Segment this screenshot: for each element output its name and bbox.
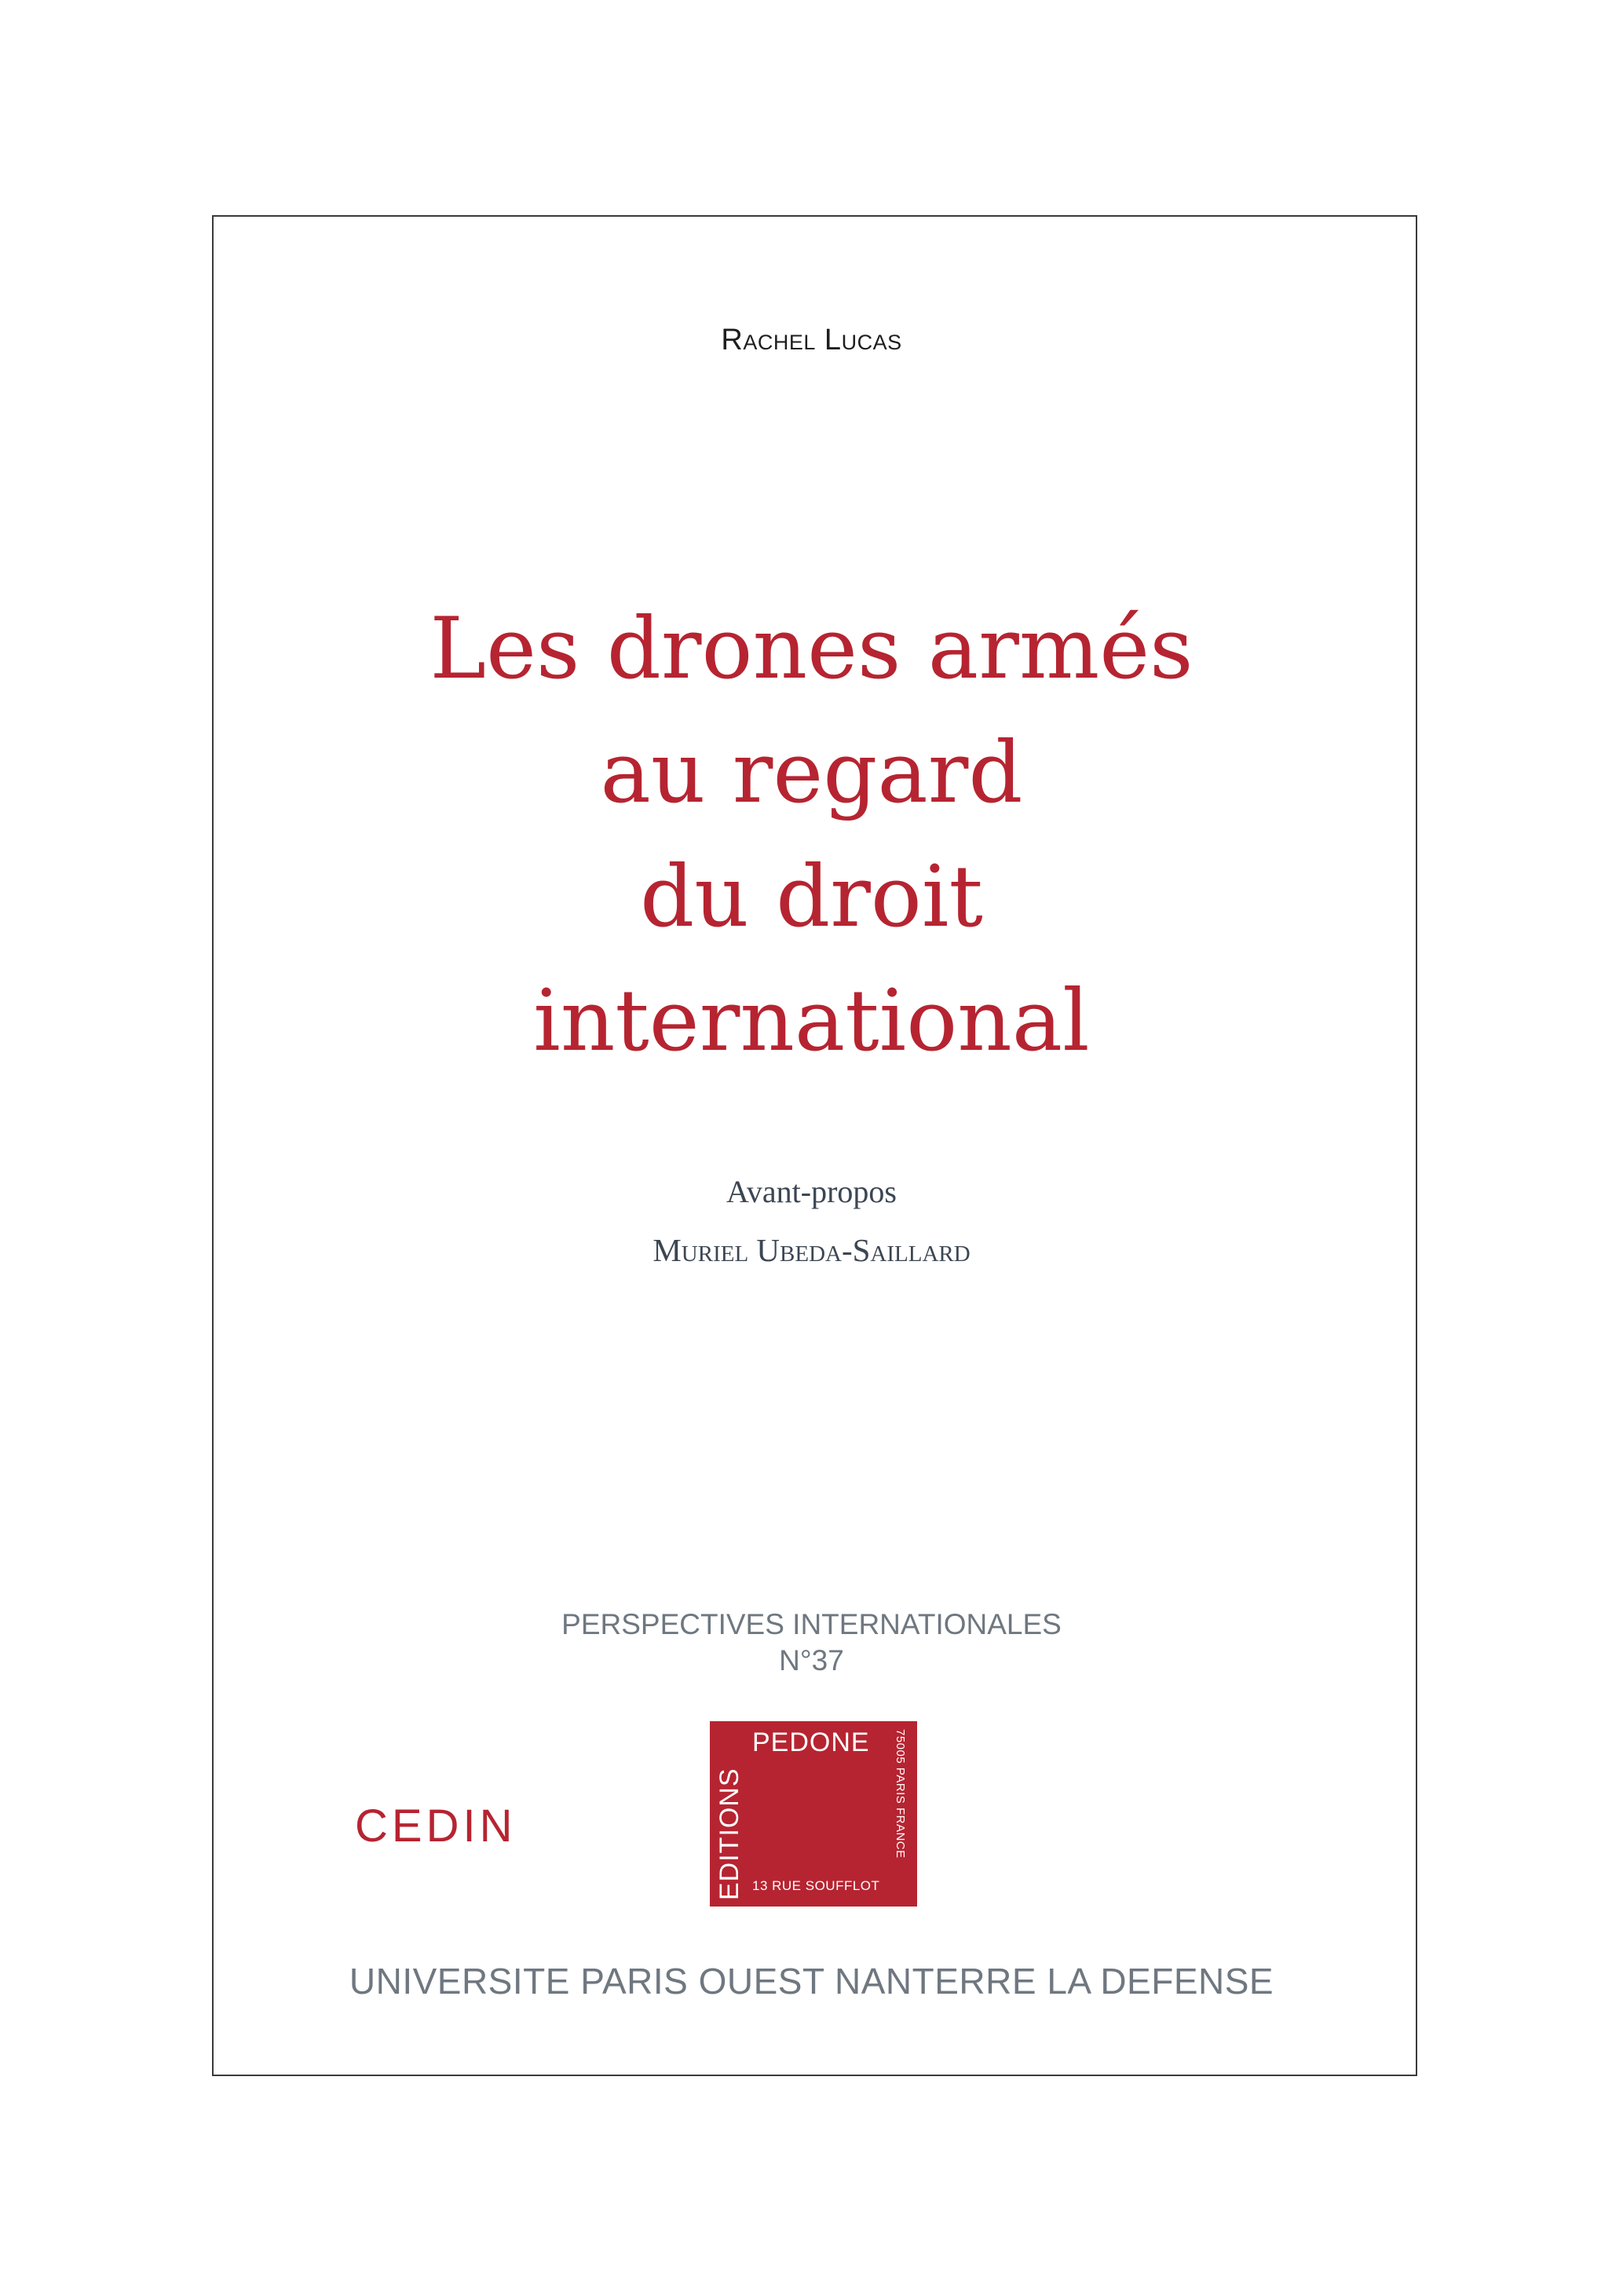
preface-label: Avant-propos (726, 1174, 897, 1209)
university-name: UNIVERSITE PARIS OUEST NANTERRE LA DEFENSE (349, 1961, 1274, 2002)
publisher-name: PEDONE (752, 1727, 870, 1757)
publisher-city: 75005 PARIS FRANCE (894, 1729, 907, 1859)
title-line-2: au regard (600, 724, 1023, 822)
title-line-4: international (533, 972, 1090, 1070)
book-author: Rachel Lucas (721, 324, 902, 356)
cedin-logo: CEDIN (355, 1801, 517, 1852)
series-number: N°37 (779, 1644, 844, 1676)
title-line-3: du droit (640, 848, 983, 946)
publisher-editions: EDITIONS (715, 1768, 744, 1900)
series-name: PERSPECTIVES INTERNATIONALES (561, 1608, 1062, 1640)
publisher-street: 13 RUE SOUFFLOT (752, 1878, 880, 1893)
preface-author: Muriel Ubeda-Saillard (652, 1232, 971, 1268)
book-title (0, 587, 1623, 1084)
series-info (0, 1607, 1623, 1679)
pedone-logo (710, 1721, 917, 1907)
title-line-1: Les drones armés (430, 600, 1193, 698)
